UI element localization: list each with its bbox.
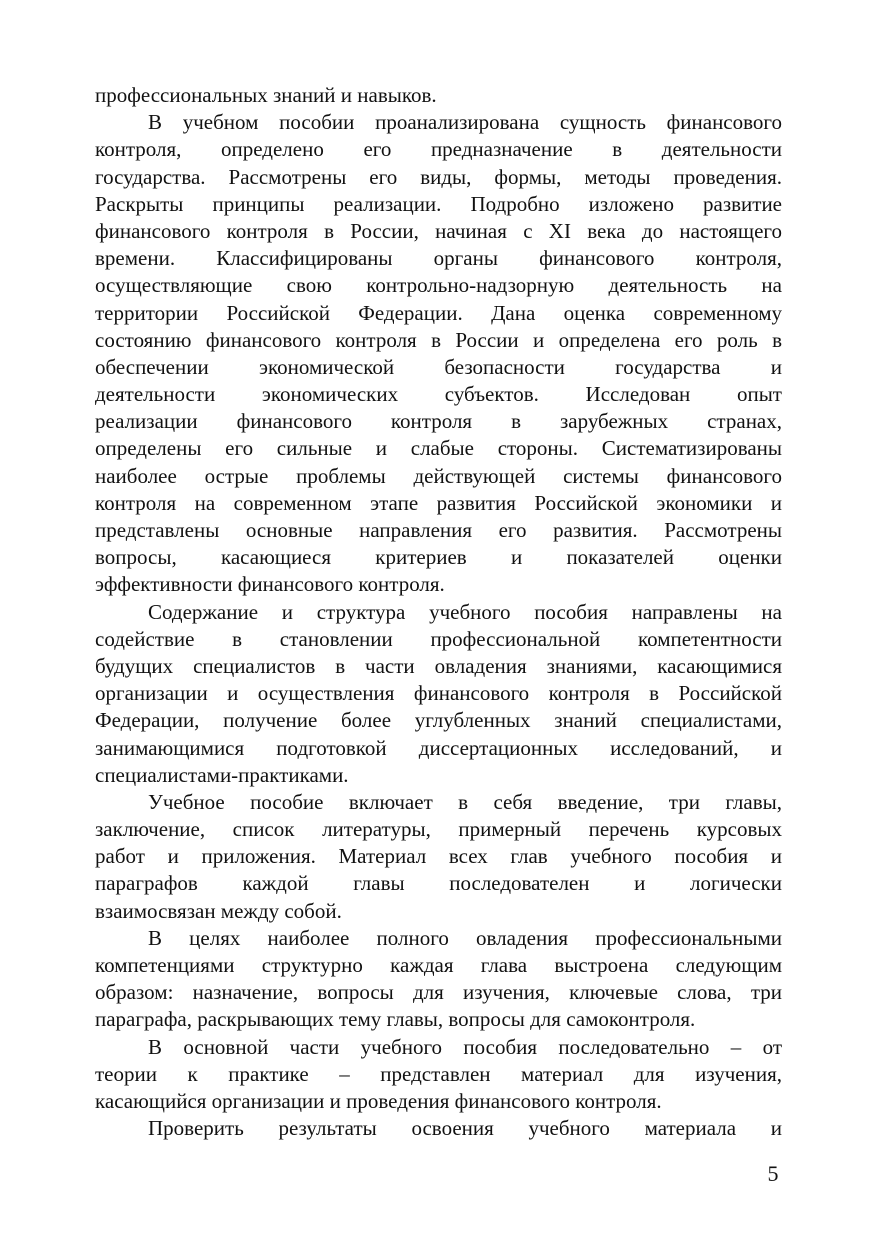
text-line: представлены основные направления его развития. Рассмотрены bbox=[95, 518, 782, 542]
text-line: Федерации, получение более углубленных знаний специалистами, bbox=[95, 708, 782, 733]
text-line: вопросы, касающиеся критериев и показателей оценки bbox=[95, 545, 782, 570]
text-line: теории к практике – представлен материал для изучения, bbox=[95, 1061, 782, 1086]
page-number: 5 bbox=[767, 1161, 779, 1186]
text-line: состоянию финансового контроля в России и определена его роль в bbox=[95, 327, 782, 352]
text-line: В учебном пособии проанализирована сущность финансового bbox=[148, 110, 782, 135]
text-line: параграфа, раскрывающих тему главы, вопросы для самоконтроля. bbox=[95, 1007, 696, 1032]
text-line: реализации финансового контроля в зарубежных странах, bbox=[95, 409, 782, 434]
text-line: образом: назначение, вопросы для изучения, ключевые слова, три bbox=[95, 980, 782, 1005]
text-line: заключение, список литературы, примерный перечень курсовых bbox=[95, 817, 782, 842]
text-line: профессиональных знаний и навыков. bbox=[95, 83, 437, 107]
page-body-text bbox=[95, 82, 782, 1142]
text-line: работ и приложения. Материал всех глав учебного пособия и bbox=[95, 844, 782, 869]
text-line: Учебное пособие включает в себя введение, три главы, bbox=[148, 789, 782, 814]
text-line: контроля, определено его предназначение в деятельности bbox=[95, 137, 782, 162]
text-line: Содержание и структура учебного пособия направлены на bbox=[148, 599, 782, 624]
text-line: времени. Классифицированы органы финансового контроля, bbox=[95, 246, 782, 271]
text-line: обеспечении экономической безопасности государства и bbox=[95, 354, 782, 379]
text-line: определены его сильные и слабые стороны. Систематизированы bbox=[95, 436, 782, 461]
text-line: контроля на современном этапе развития Российской экономики и bbox=[95, 490, 782, 515]
text-line: эффективности финансового контроля. bbox=[95, 572, 445, 597]
text-line: осуществляющие свою контрольно-надзорную деятельность на bbox=[95, 273, 782, 298]
text-line: параграфов каждой главы последователен и логически bbox=[95, 871, 782, 896]
text-line: Проверить результаты освоения учебного материала и bbox=[148, 1116, 782, 1141]
text-line: касающийся организации и проведения финансового контроля. bbox=[95, 1088, 662, 1113]
text-line: взаимосвязан между собой. bbox=[95, 898, 342, 923]
text-line: государства. Рассмотрены его виды, формы, методы проведения. bbox=[95, 164, 782, 189]
text-line: деятельности экономических субъектов. Исследован опыт bbox=[95, 382, 782, 407]
text-line: Раскрыты принципы реализации. Подробно изложено развитие bbox=[95, 191, 782, 216]
text-line: В целях наиболее полного овладения профессиональными bbox=[148, 925, 782, 950]
text-line: финансового контроля в России, начиная с XI века до настоящего bbox=[95, 218, 782, 243]
text-line: территории Российской Федерации. Дана оценка современному bbox=[95, 300, 782, 325]
text-line: специалистами-практиками. bbox=[95, 762, 349, 787]
text-line: содействие в становлении профессиональной компетентности bbox=[95, 626, 782, 651]
text-line: организации и осуществления финансового контроля в Российской bbox=[95, 681, 782, 706]
text-line: компетенциями структурно каждая глава выстроена следующим bbox=[95, 953, 782, 977]
text-line: наиболее острые проблемы действующей системы финансового bbox=[95, 463, 782, 488]
text-line: занимающимися подготовкой диссертационных исследований, и bbox=[95, 735, 782, 760]
text-line: В основной части учебного пособия последовательно – от bbox=[148, 1034, 782, 1059]
text-line: будущих специалистов в части овладения знаниями, касающимися bbox=[95, 653, 782, 678]
